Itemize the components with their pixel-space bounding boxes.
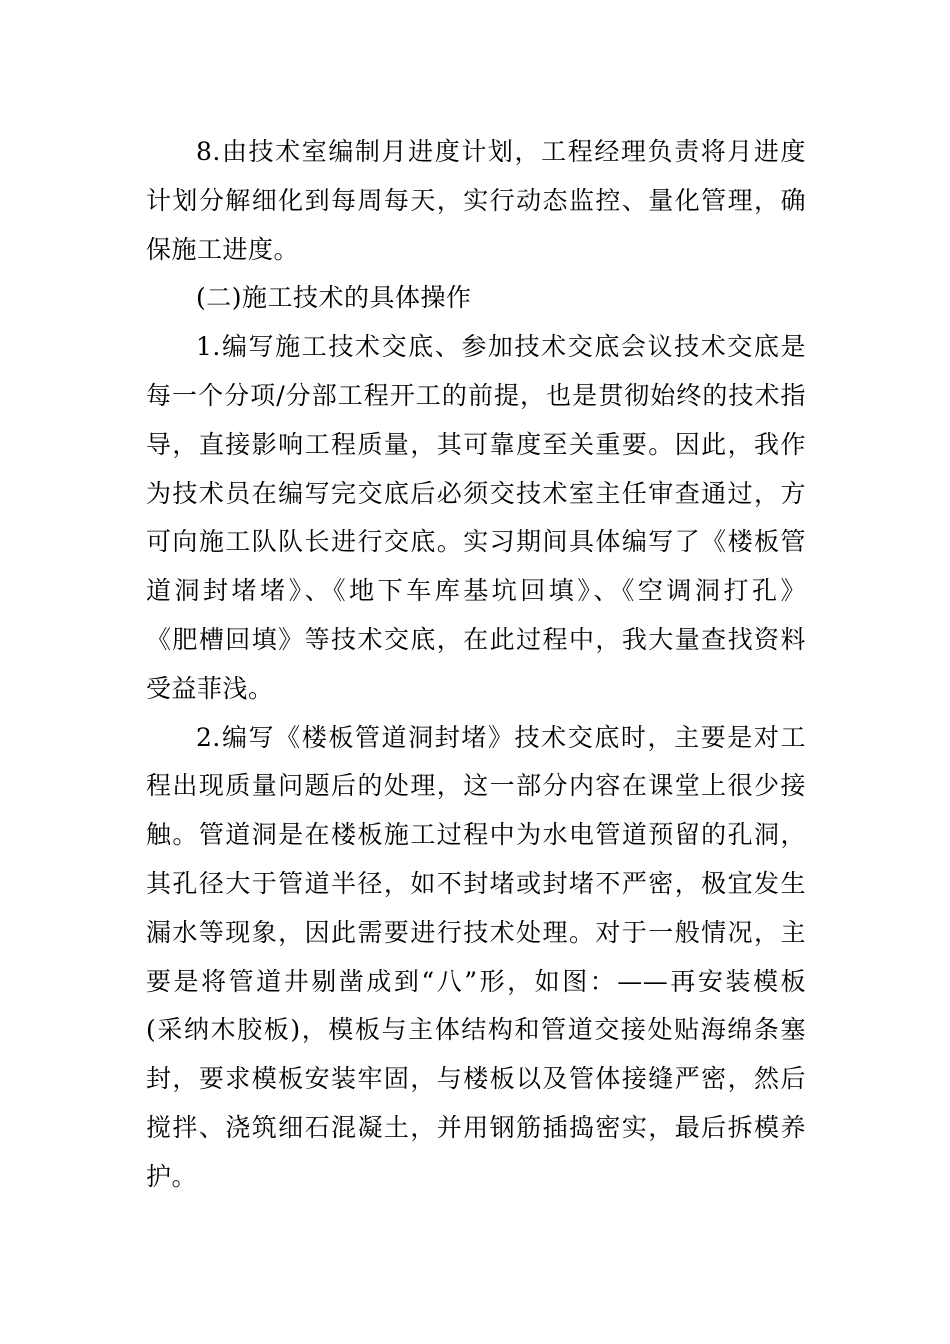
text-line: 其孔径大于管道半径，如不封堵或封堵不严密，极宜发生 (146, 868, 806, 898)
text-line: 每一个分项/分部工程开工的前提，也是贯彻始终的技术指 (146, 380, 806, 410)
text-line: 封，要求模板安装牢固，与楼板以及管体接缝严密，然后 (146, 1064, 806, 1094)
text-line: 触。管道洞是在楼板施工过程中为水电管道预留的孔洞， (146, 820, 806, 850)
section-heading (146, 274, 806, 323)
text-line: 1.编写施工技术交底、参加技术交底会议技术交底是 (196, 332, 806, 362)
text-line: 要是将管道井剔凿成到“八”形，如图：——再安装模板 (146, 966, 806, 996)
text-line: 导，直接影响工程质量，其可靠度至关重要。因此，我作 (146, 429, 806, 459)
text-line: 护。 (146, 1161, 198, 1191)
text-line: (采纳木胶板)，模板与主体结构和管道交接处贴海绵条塞 (146, 1015, 806, 1045)
heading-text: (二)施工技术的具体操作 (196, 283, 472, 313)
paragraph-item-2 (146, 714, 806, 1202)
paragraph-item-8 (146, 128, 806, 274)
text-line: 道洞封堵堵》、《地下车库基坑回填》、《空调洞打孔》 (146, 576, 806, 606)
document-body (146, 128, 806, 1202)
text-line: 可向施工队队长进行交底。实习期间具体编写了《楼板管 (146, 527, 806, 557)
text-line: 2.编写《楼板管道洞封堵》技术交底时，主要是对工 (196, 722, 806, 752)
text-line: 受益菲浅。 (146, 673, 274, 703)
text-line: 8.由技术室编制月进度计划，工程经理负责将月进度 (196, 137, 806, 166)
text-line: 《肥槽回填》等技术交底，在此过程中，我大量查找资料 (146, 624, 806, 654)
paragraph-item-1 (146, 323, 806, 713)
text-line: 搅拌、浇筑细石混凝土，并用钢筋插捣密实，最后拆模养 (146, 1112, 806, 1142)
text-line: 漏水等现象，因此需要进行技术处理。对于一般情况，主 (146, 917, 806, 947)
text-line: 计划分解细化到每周每天，实行动态监控、量化管理，确 (146, 185, 806, 215)
text-line: 保施工进度。 (146, 234, 300, 264)
text-line: 为技术员在编写完交底后必须交技术室主任审查通过，方 (146, 478, 806, 508)
text-line: 程出现质量问题后的处理，这一部分内容在课堂上很少接 (146, 771, 806, 801)
